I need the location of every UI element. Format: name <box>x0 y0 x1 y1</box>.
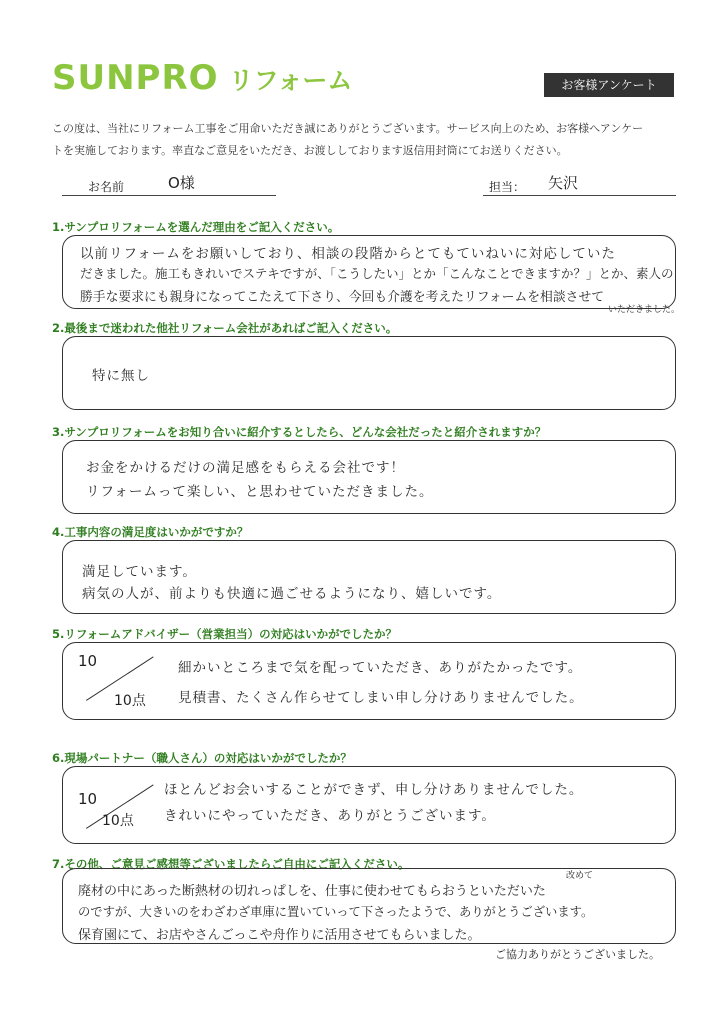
question-3-title: 3.サンプロリフォームをお知り合いに紹介するとしたら、どんな会社だったと紹介されますか？ <box>52 425 547 439</box>
logo-sub-text: リフォーム <box>228 66 353 95</box>
intro-line: この度は、当社にリフォーム工事をご用命いただき誠にありがとうございます。サービス向上のため、お客様へアンケー <box>52 122 644 135</box>
score-max: 10点 <box>114 693 146 709</box>
answer-line: ほとんどお会いすることができず、申し分けありませんでした。 <box>164 782 584 798</box>
answer-line: きれいにやっていただき、ありがとうございます。 <box>164 808 496 824</box>
handwritten-annotation: 改めて <box>566 871 594 881</box>
question-2-answer-box <box>62 336 676 410</box>
question-7-title: 7.その他、ご意見ご感想等ございましたらご自由にご記入ください。 <box>52 857 410 871</box>
closing-message: ご協力ありがとうございました。 <box>495 948 660 961</box>
score-max: 10点 <box>102 813 134 829</box>
name-value: O様 <box>168 174 195 192</box>
intro-text <box>52 118 682 162</box>
survey-tag: お客様アンケート <box>544 73 674 97</box>
answer-line: 以前リフォームをお願いしており、相談の段階からとてもていねいに対応していた <box>80 246 616 262</box>
answer-line: 特に無し <box>92 368 150 384</box>
intro-line: トを実施しております。率直なご意見をいただき、お渡ししております返信用封筒にてお送りください。 <box>52 144 568 157</box>
question-5-answer-box <box>62 642 676 720</box>
score-value: 10 <box>78 790 98 808</box>
question-1-title: 1.サンプロリフォームを選んだ理由をご記入ください。 <box>52 220 340 234</box>
answer-line: リフォームって楽しい、と思わせていただきました。 <box>86 484 434 500</box>
answer-line: 勝手な要求にも親身になってこたえて下さり、今回も介護を考えたリフォームを相談させて <box>80 290 605 305</box>
brand-logo <box>52 58 352 98</box>
answer-line: 満足しています。 <box>82 564 197 580</box>
answer-line: お金をかけるだけの満足感をもらえる会社です！ <box>86 460 405 476</box>
name-label: お名前 <box>88 180 125 194</box>
answer-line: 病気の人が、前よりも快適に過ごせるようになり、嬉しいです。 <box>82 586 502 602</box>
answer-line: 見積書、たくさん作らせてしまい申し分けありませんでした。 <box>178 690 584 706</box>
answer-line: 廃材の中にあった断熱材の切れっぱしを、仕事に使わせてもらおうといただいた <box>78 884 546 899</box>
question-2-title: 2.最後まで迷われた他社リフォーム会社があればご記入ください。 <box>52 321 398 335</box>
question-6-title: 6.現場パートナー（職人さん）の対応はいかがでしたか？ <box>52 751 352 765</box>
question-4-title: 4.工事内容の満足度はいかがですか？ <box>52 525 249 539</box>
answer-line: のですが、大きいのをわざわざ車庫に置いていって下さったようで、ありがとうございます。 <box>78 905 594 919</box>
staff-label: 担当： <box>489 180 526 194</box>
staff-underline <box>483 195 676 196</box>
name-underline <box>62 195 276 196</box>
score-value: 10 <box>78 652 98 670</box>
answer-line: 細かいところまで気を配っていただき、ありがたかったです。 <box>178 660 583 676</box>
answer-line: 保育園にて、お店やさんごっこや舟作りに活用させてもらいました。 <box>78 928 481 943</box>
logo-main-text: SUNPRO <box>52 58 219 98</box>
answer-line: いただきました。 <box>608 305 681 315</box>
question-5-title: 5.リフォームアドバイザー（営業担当）の対応はいかがでしたか？ <box>52 627 398 641</box>
staff-value: 矢沢 <box>548 174 579 192</box>
question-3-answer-box <box>62 440 676 514</box>
answer-line: だきました。施工もきれいでステキですが、「こうしたい」とか「こんなことできますか？」とか、素人の <box>80 266 674 281</box>
